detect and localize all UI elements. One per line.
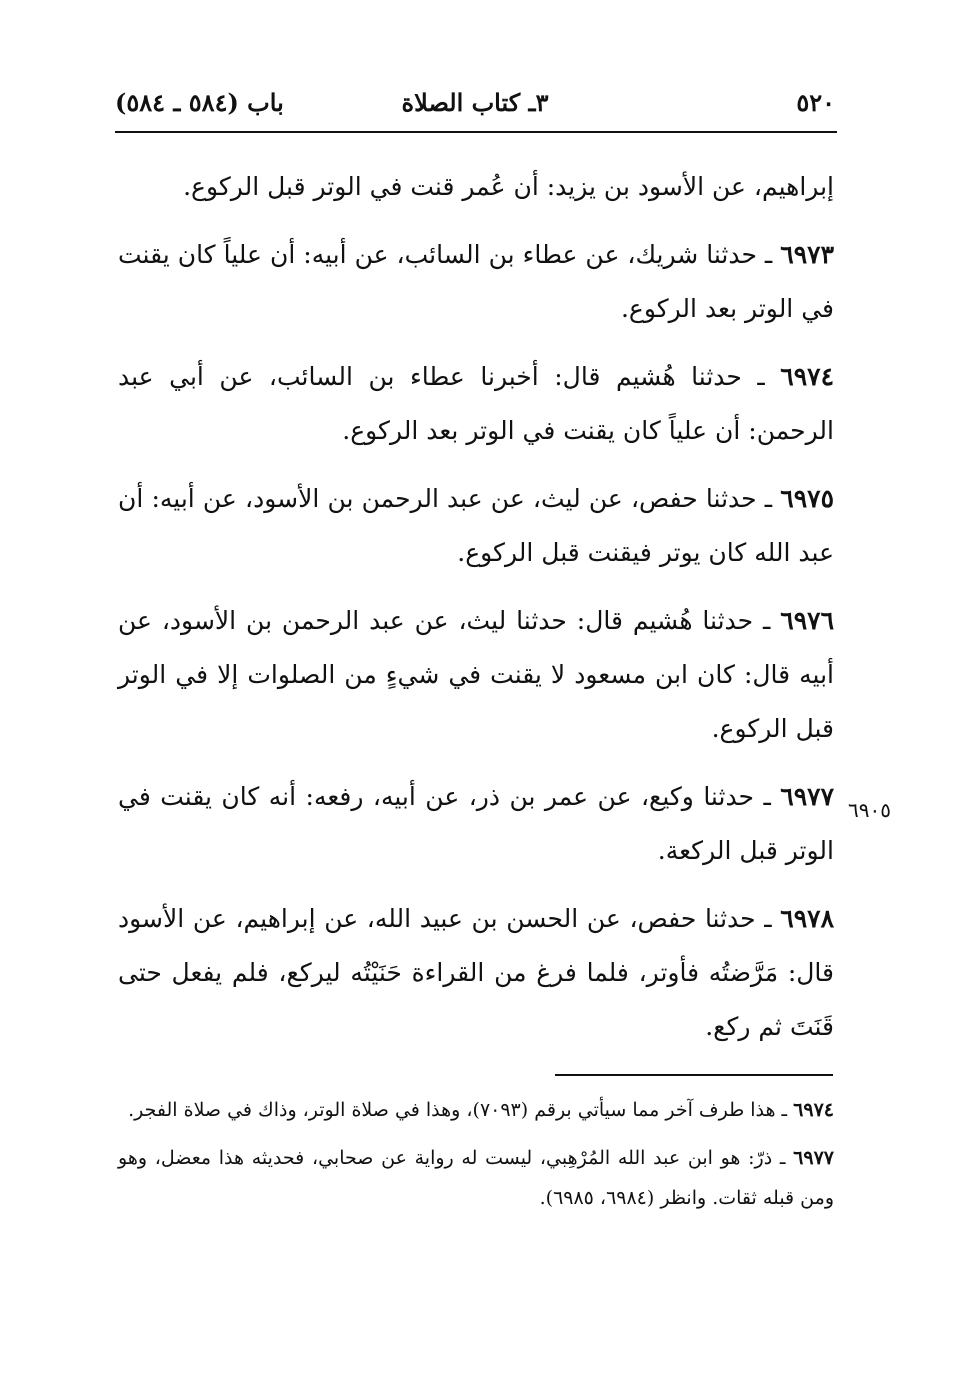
hadith-number: ٦٩٧٦ [780, 606, 834, 635]
hadith-text: ـ حدثنا هُشيم قال: حدثنا ليث، عن عبد الرحمن بن الأسود، عن أبيه قال: كان ابن مسعود لا يقنت في شيءٍ من الصلوات إلا في الوتر قبل الركوع. [118, 606, 834, 743]
running-header [115, 82, 835, 126]
hadith-text: ـ حدثنا حفص، عن ليث، عن عبد الرحمن بن الأسود، عن أبيه: أن عبد الله كان يوتر فيقنت قبل الركوع. [118, 484, 834, 567]
hadith-text: إبراهيم، عن الأسود بن يزيد: أن عُمر قنت في الوتر قبل الركوع. [183, 172, 834, 201]
footnote-text: ـ هذا طرف آخر مما سيأتي برقم (٧٠٩٣)، وهذا في صلاة الوتر، وذاك في صلاة الفجر. [128, 1099, 794, 1121]
footnote-number: ٦٩٧٧ [793, 1147, 834, 1169]
hadith-number: ٦٩٧٣ [780, 240, 834, 269]
hadith-paragraph [118, 594, 834, 756]
hadith-paragraph [118, 160, 834, 214]
footnotes [118, 1090, 834, 1226]
hadith-number: ٦٩٧٤ [780, 362, 834, 391]
margin-reference-number: ٦٩٠٥ [848, 798, 891, 822]
hadith-number: ٦٩٧٧ [780, 782, 834, 811]
chapter-range: باب (٥٨٤ ـ ٥٨٤) [115, 88, 284, 117]
hadith-paragraph [118, 472, 834, 580]
hadith-text: ـ حدثنا هُشيم قال: أخبرنا عطاء بن السائب، عن أبي عبد الرحمن: أن علياً كان يقنت في الوتر بعد الركوع. [118, 362, 834, 445]
footnote-divider [555, 1074, 833, 1076]
hadith-text: ـ حدثنا شريك، عن عطاء بن السائب، عن أبيه: أن علياً كان يقنت في الوتر بعد الركوع. [118, 240, 834, 323]
book-title: ٣ـ كتاب الصلاة [401, 88, 549, 117]
footnote-number: ٦٩٧٤ [793, 1099, 834, 1121]
footnote-text: ـ ذرّ: هو ابن عبد الله المُرْهِبي، ليست له رواية عن صحابي، فحديثه هذا معضل، وهو ومن قبله ثقات. وانظر (٦٩٨٤، ٦٩٨٥). [118, 1147, 834, 1209]
hadith-number: ٦٩٧٥ [780, 484, 834, 513]
hadith-paragraph [118, 892, 834, 1054]
hadith-text: ـ حدثنا حفص، عن الحسن بن عبيد الله، عن إبراهيم، عن الأسود قال: مَرَّضتُه فأوتر، فلما فرغ من القراءة حَنَيْتُه ليركع، فلم يفعل حتى قَنَتَ ثم ركع. [118, 904, 834, 1041]
hadith-number: ٦٩٧٨ [780, 904, 834, 933]
header-divider [115, 131, 837, 133]
hadith-paragraph [118, 350, 834, 458]
hadith-paragraph [118, 228, 834, 336]
hadith-text: ـ حدثنا وكيع، عن عمر بن ذر، عن أبيه، رفعه: أنه كان يقنت في الوتر قبل الركعة. [118, 782, 834, 865]
hadith-paragraph [118, 770, 834, 878]
footnote [118, 1138, 834, 1218]
page-number: ٥٢٠ [796, 88, 835, 117]
footnote [118, 1090, 834, 1130]
main-text [118, 160, 834, 1068]
